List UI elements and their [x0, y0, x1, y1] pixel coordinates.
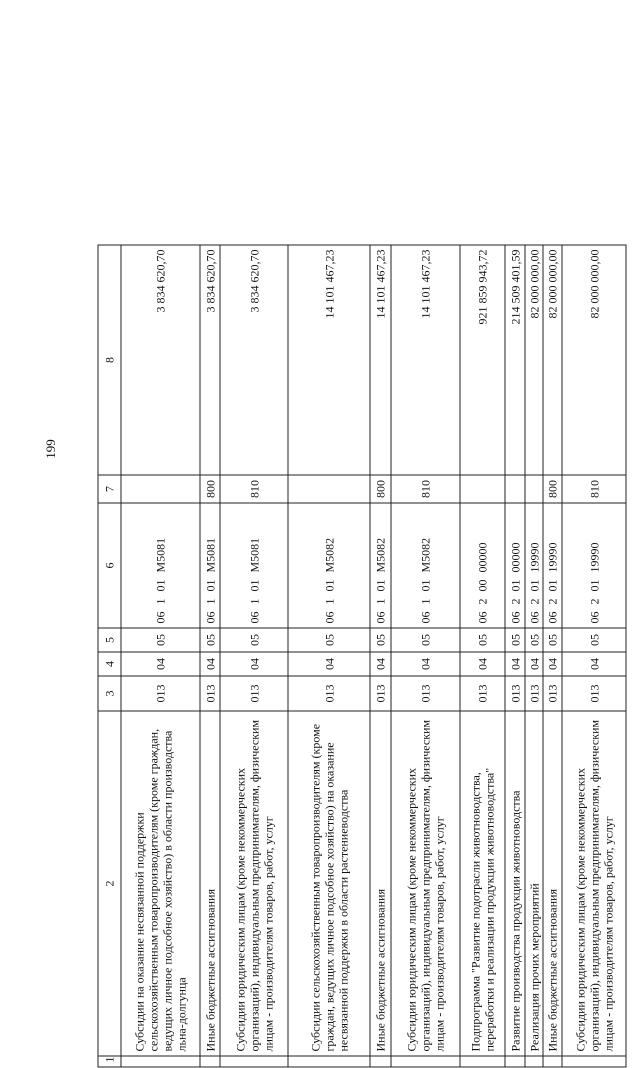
row-target-article-cell: 06 1 01 M5081	[220, 503, 288, 628]
row-subsection-cell: 05	[505, 628, 525, 652]
row-target-article-cell: 06 2 01 19990	[562, 503, 626, 628]
row-target-article-cell: 06 1 01 M5081	[121, 503, 200, 628]
row-name-cell: Субсидии юридическим лицам (кроме некоммерческих организаций), индивидуальным предпринимателям, физическим лицам - производителям товаров, работ, услуг	[562, 711, 626, 1056]
table-row	[121, 245, 200, 1067]
row-section-cell: 04	[220, 652, 288, 676]
row-subsection-cell: 05	[460, 628, 505, 652]
row-expense-type-cell: 800	[543, 475, 562, 503]
row-name-cell: Субсидии на оказание несвязанной поддержки сельскохозяйственным товаропроизводителям (кроме граждан, ведущих личное подсобное хозяйство) в области производства льна-долгунца	[121, 711, 200, 1056]
row-sum-cell: 3 834 620,70	[200, 245, 220, 475]
row-section-cell: 04	[525, 652, 543, 676]
row-name-cell: Реализация прочих мероприятий	[525, 711, 543, 1056]
row-expense-type-cell: 800	[370, 475, 391, 503]
row-target-article-cell: 06 2 01 19990	[543, 503, 562, 628]
table-row	[370, 245, 391, 1067]
table-row	[460, 245, 505, 1067]
row-admin-cell: 013	[525, 676, 543, 711]
row-admin-cell: 013	[121, 676, 200, 711]
header-cell: 3	[98, 676, 121, 711]
row-sum-cell: 82 000 000,00	[562, 245, 626, 475]
row-target-article-cell: 06 2 00 00000	[460, 503, 505, 628]
table-row	[543, 245, 562, 1067]
row-subsection-cell: 05	[370, 628, 391, 652]
row-target-article-cell: 06 1 01 M5082	[391, 503, 460, 628]
row-target-article-cell: 06 1 01 M5082	[288, 503, 370, 628]
row-target-article-cell: 06 2 01 19990	[525, 503, 543, 628]
header-cell: 6	[98, 503, 121, 628]
row-admin-cell: 013	[460, 676, 505, 711]
row-subsection-cell: 05	[391, 628, 460, 652]
row-subsection-cell: 05	[525, 628, 543, 652]
header-cell: 5	[98, 628, 121, 652]
row-name-cell: Субсидии сельскохозяйственным товаропроизводителям (кроме граждан, ведущих личное подсобное хозяйство) на оказание несвязанной поддержки в области растениеводства	[288, 711, 370, 1056]
header-cell: 1	[98, 1056, 121, 1067]
row-sum-cell: 214 509 401,59	[505, 245, 525, 475]
row-col1-cell	[460, 1056, 505, 1067]
table-row	[505, 245, 525, 1067]
table-row	[200, 245, 220, 1067]
row-sum-cell: 14 101 467,23	[288, 245, 370, 475]
row-section-cell: 04	[562, 652, 626, 676]
row-name-cell: Развитие производства продукции животноводства	[505, 711, 525, 1056]
row-admin-cell: 013	[391, 676, 460, 711]
row-name-cell: Субсидии юридическим лицам (кроме некоммерческих организаций), индивидуальным предпринимателям, физическим лицам - производителям товаров, работ, услуг	[220, 711, 288, 1056]
row-col1-cell	[220, 1056, 288, 1067]
row-subsection-cell: 05	[121, 628, 200, 652]
row-expense-type-cell: 800	[200, 475, 220, 503]
row-name-cell: Субсидии юридическим лицам (кроме некоммерческих организаций), индивидуальным предпринимателям, физическим лицам - производителям товаров, работ, услуг	[391, 711, 460, 1056]
row-sum-cell: 3 834 620,70	[121, 245, 200, 475]
row-admin-cell: 013	[370, 676, 391, 711]
header-cell: 8	[98, 245, 121, 475]
row-name-cell: Иные бюджетные ассигнования	[200, 711, 220, 1056]
row-admin-cell: 013	[543, 676, 562, 711]
row-expense-type-cell	[505, 475, 525, 503]
row-section-cell: 04	[543, 652, 562, 676]
row-section-cell: 04	[288, 652, 370, 676]
row-admin-cell: 013	[200, 676, 220, 711]
row-col1-cell	[543, 1056, 562, 1067]
table-row	[525, 245, 543, 1067]
table-row	[220, 245, 288, 1067]
row-section-cell: 04	[121, 652, 200, 676]
row-sum-cell: 3 834 620,70	[220, 245, 288, 475]
row-name-cell: Иные бюджетные ассигнования	[543, 711, 562, 1056]
header-cell: 2	[98, 711, 121, 1056]
table-row	[288, 245, 370, 1067]
row-section-cell: 04	[505, 652, 525, 676]
row-expense-type-cell	[121, 475, 200, 503]
row-col1-cell	[288, 1056, 370, 1067]
row-expense-type-cell: 810	[391, 475, 460, 503]
row-sum-cell: 14 101 467,23	[370, 245, 391, 475]
row-expense-type-cell	[525, 475, 543, 503]
row-section-cell: 04	[391, 652, 460, 676]
row-sum-cell: 921 859 943,72	[460, 245, 505, 475]
row-col1-cell	[505, 1056, 525, 1067]
row-subsection-cell: 05	[288, 628, 370, 652]
row-admin-cell: 013	[288, 676, 370, 711]
row-section-cell: 04	[200, 652, 220, 676]
row-admin-cell: 013	[220, 676, 288, 711]
row-expense-type-cell: 810	[562, 475, 626, 503]
row-col1-cell	[200, 1056, 220, 1067]
row-subsection-cell: 05	[543, 628, 562, 652]
row-col1-cell	[525, 1056, 543, 1067]
row-subsection-cell: 05	[220, 628, 288, 652]
row-expense-type-cell	[288, 475, 370, 503]
budget-table	[98, 245, 627, 1068]
header-cell: 4	[98, 652, 121, 676]
row-section-cell: 04	[460, 652, 505, 676]
row-col1-cell	[391, 1056, 460, 1067]
row-sum-cell: 82 000 000,00	[525, 245, 543, 475]
row-name-cell: Иные бюджетные ассигнования	[370, 711, 391, 1056]
row-expense-type-cell: 810	[220, 475, 288, 503]
header-cell: 7	[98, 475, 121, 503]
budget-table-sheet	[98, 246, 623, 1068]
row-subsection-cell: 05	[562, 628, 626, 652]
row-target-article-cell: 06 1 01 M5081	[200, 503, 220, 628]
row-admin-cell: 013	[562, 676, 626, 711]
row-target-article-cell: 06 1 01 M5082	[370, 503, 391, 628]
row-sum-cell: 82 000 000,00	[543, 245, 562, 475]
table-row	[562, 245, 626, 1067]
row-expense-type-cell	[460, 475, 505, 503]
row-target-article-cell: 06 2 01 00000	[505, 503, 525, 628]
row-col1-cell	[562, 1056, 626, 1067]
row-col1-cell	[121, 1056, 200, 1067]
header-row	[98, 245, 121, 1067]
table-row	[391, 245, 460, 1067]
row-sum-cell: 14 101 467,23	[391, 245, 460, 475]
row-section-cell: 04	[370, 652, 391, 676]
row-col1-cell	[370, 1056, 391, 1067]
page-number: 199	[43, 439, 58, 459]
row-name-cell: Подпрограмма "Развитие подотрасли животноводства, переработки и реализации продукции животноводства"	[460, 711, 505, 1056]
row-subsection-cell: 05	[200, 628, 220, 652]
row-admin-cell: 013	[505, 676, 525, 711]
